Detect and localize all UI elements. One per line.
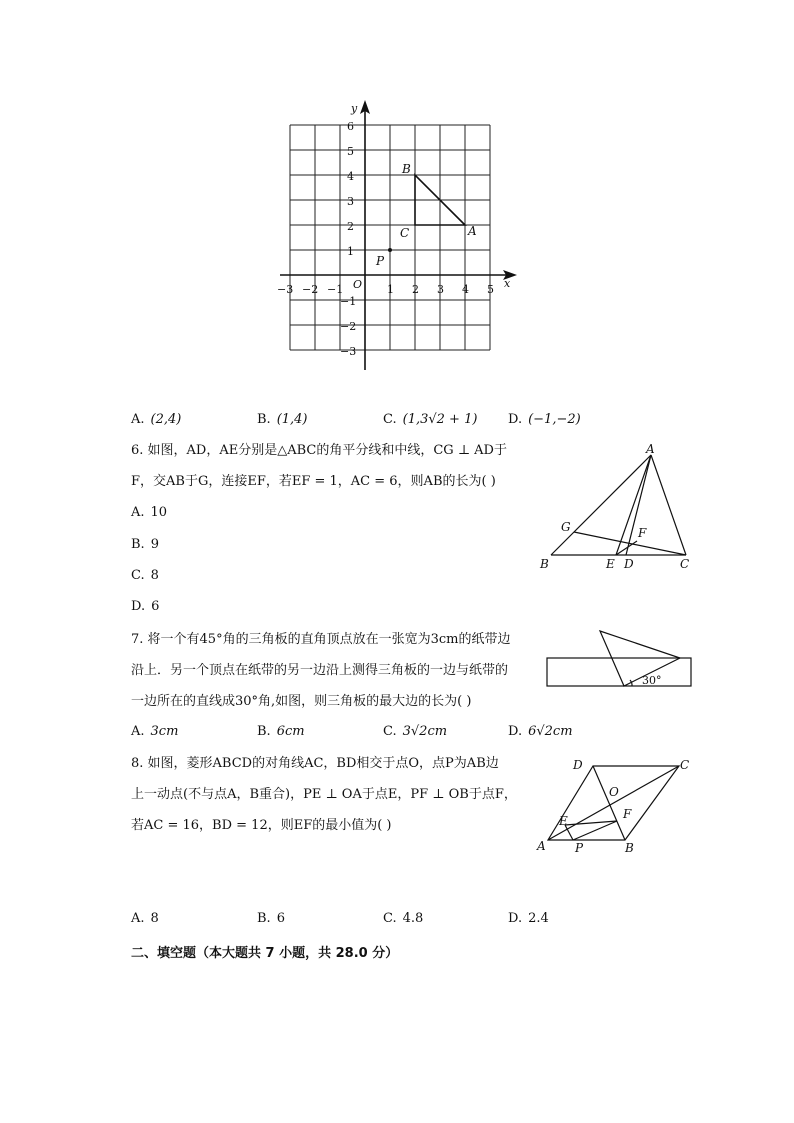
q6-label-d: D	[624, 557, 634, 571]
x-tick: 1	[387, 283, 394, 296]
x-tick: −3	[277, 283, 294, 296]
y-tick: 5	[347, 145, 354, 158]
y-tick: 2	[347, 220, 354, 233]
q6-label-b: B	[540, 557, 549, 571]
axis-x-label: x	[504, 277, 511, 290]
option-key: D.	[508, 412, 523, 427]
q8-rhombus-figure	[530, 752, 700, 857]
q8-stem-line3: 若AC = 16，BD = 12，则EF的最小值为( )	[131, 818, 392, 833]
axis-y-label: y	[351, 102, 358, 115]
option-value: 10	[150, 505, 168, 520]
q8-label-c: C	[680, 758, 690, 772]
y-tick: −1	[340, 295, 357, 308]
q6-label-g: G	[561, 520, 571, 534]
point-p-label: P	[376, 254, 385, 268]
option-value: 8	[150, 568, 159, 583]
x-tick: 5	[487, 283, 494, 296]
option-value: 6	[276, 911, 285, 926]
option-value: 6	[151, 599, 160, 614]
y-tick: 3	[347, 195, 354, 208]
q5-option-b[interactable]	[257, 412, 308, 427]
q8-stem-line1: 8. 如图，菱形ABCD的对角线AC，BD相交于点O，点P为AB边	[131, 756, 499, 771]
q7-angle-label: 30°	[642, 674, 662, 687]
q7-option-d[interactable]	[508, 724, 573, 739]
origin-label: O	[353, 278, 363, 291]
coordinate-grid-figure	[270, 95, 530, 380]
option-value: 6cm	[276, 724, 305, 739]
option-key: C.	[383, 412, 397, 427]
option-key: D.	[508, 724, 523, 739]
q7-stem-line2: 沿上．另一个顶点在纸带的另一边沿上测得三角板的一边与纸带的	[131, 663, 509, 678]
option-key: D.	[131, 599, 146, 614]
option-key: A.	[131, 724, 145, 739]
x-tick: −1	[327, 283, 344, 296]
q6-label-f: F	[638, 526, 647, 540]
q8-stem-line2: 上一动点(不与点A，B重合)，PE ⊥ OA于点E，PF ⊥ OB于点F，	[131, 787, 517, 802]
q7-option-c[interactable]	[383, 724, 447, 739]
option-key: A.	[131, 412, 145, 427]
q8-label-a: A	[537, 839, 546, 853]
q6-label-a: A	[646, 442, 655, 456]
grid-lines	[290, 125, 490, 350]
q6-option-b[interactable]	[131, 537, 159, 552]
x-tick: 2	[412, 283, 419, 296]
option-value: (1,3√2 + 1)	[402, 412, 478, 427]
y-tick: −3	[340, 345, 357, 358]
q7-stem-line3: 一边所在的直线成30°角,如图，则三角板的最大边的长为( )	[131, 694, 472, 709]
option-value: 9	[150, 537, 159, 552]
q8-label-p: P	[575, 841, 584, 855]
q8-label-b: B	[625, 841, 634, 855]
q8-label-f: F	[623, 807, 632, 821]
y-tick: −2	[340, 320, 357, 333]
q8-label-d: D	[573, 758, 583, 772]
q6-label-e: E	[606, 557, 615, 571]
section-2-title: 二、填空题（本大题共 7 小题，共 28.0 分）	[131, 946, 399, 961]
y-tick: 4	[347, 170, 354, 183]
q7-option-b[interactable]	[257, 724, 305, 739]
q8-option-d[interactable]	[508, 911, 549, 926]
option-key: B.	[257, 412, 271, 427]
option-key: A.	[131, 505, 145, 520]
point-b-label: B	[402, 162, 411, 176]
q8-label-e: E	[559, 814, 568, 828]
option-value: (−1,−2)	[528, 412, 581, 427]
q6-triangle-figure	[535, 440, 705, 575]
q7-stem-line1: 7. 将一个有45°角的三角板的直角顶点放在一张宽为3cm的纸带边	[131, 632, 511, 647]
option-value: (1,4)	[276, 412, 308, 427]
option-key: D.	[508, 911, 523, 926]
q6-label-c: C	[680, 557, 690, 571]
option-key: B.	[131, 537, 145, 552]
q7-option-a[interactable]	[131, 724, 178, 739]
option-key: C.	[131, 568, 145, 583]
option-value: 3√2cm	[402, 724, 448, 739]
option-key: B.	[257, 911, 271, 926]
q6-option-a[interactable]	[131, 505, 167, 520]
point-c-label: C	[400, 226, 410, 240]
option-key: A.	[131, 911, 145, 926]
x-tick: −2	[302, 283, 319, 296]
q5-option-d[interactable]	[508, 412, 581, 427]
q6-stem-line1: 6. 如图，AD，AE分别是△ABC的角平分线和中线，CG ⊥ AD于	[131, 443, 507, 458]
q8-label-o: O	[609, 785, 619, 799]
option-value: 2.4	[528, 911, 549, 926]
q6-option-d[interactable]	[131, 599, 159, 614]
x-tick: 4	[462, 283, 469, 296]
y-tick: 6	[347, 120, 354, 133]
q5-option-a[interactable]	[131, 412, 181, 427]
option-key: C.	[383, 911, 397, 926]
q6-stem-line2: F，交AB于G，连接EF，若EF = 1，AC = 6，则AB的长为( )	[131, 474, 496, 489]
q6-option-c[interactable]	[131, 568, 159, 583]
q8-option-a[interactable]	[131, 911, 159, 926]
option-value: 6√2cm	[528, 724, 573, 739]
option-value: (2,4)	[150, 412, 182, 427]
q5-option-c[interactable]	[383, 412, 477, 427]
option-value: 8	[150, 911, 159, 926]
x-tick: 3	[437, 283, 444, 296]
option-value: 3cm	[150, 724, 179, 739]
q7-paper-strip-figure	[540, 625, 700, 695]
q8-option-b[interactable]	[257, 911, 285, 926]
y-tick: 1	[347, 245, 354, 258]
option-key: B.	[257, 724, 271, 739]
option-value: 4.8	[402, 911, 424, 926]
q8-option-c[interactable]	[383, 911, 423, 926]
option-key: C.	[383, 724, 397, 739]
point-p	[388, 248, 392, 252]
point-a-label: A	[468, 224, 477, 238]
